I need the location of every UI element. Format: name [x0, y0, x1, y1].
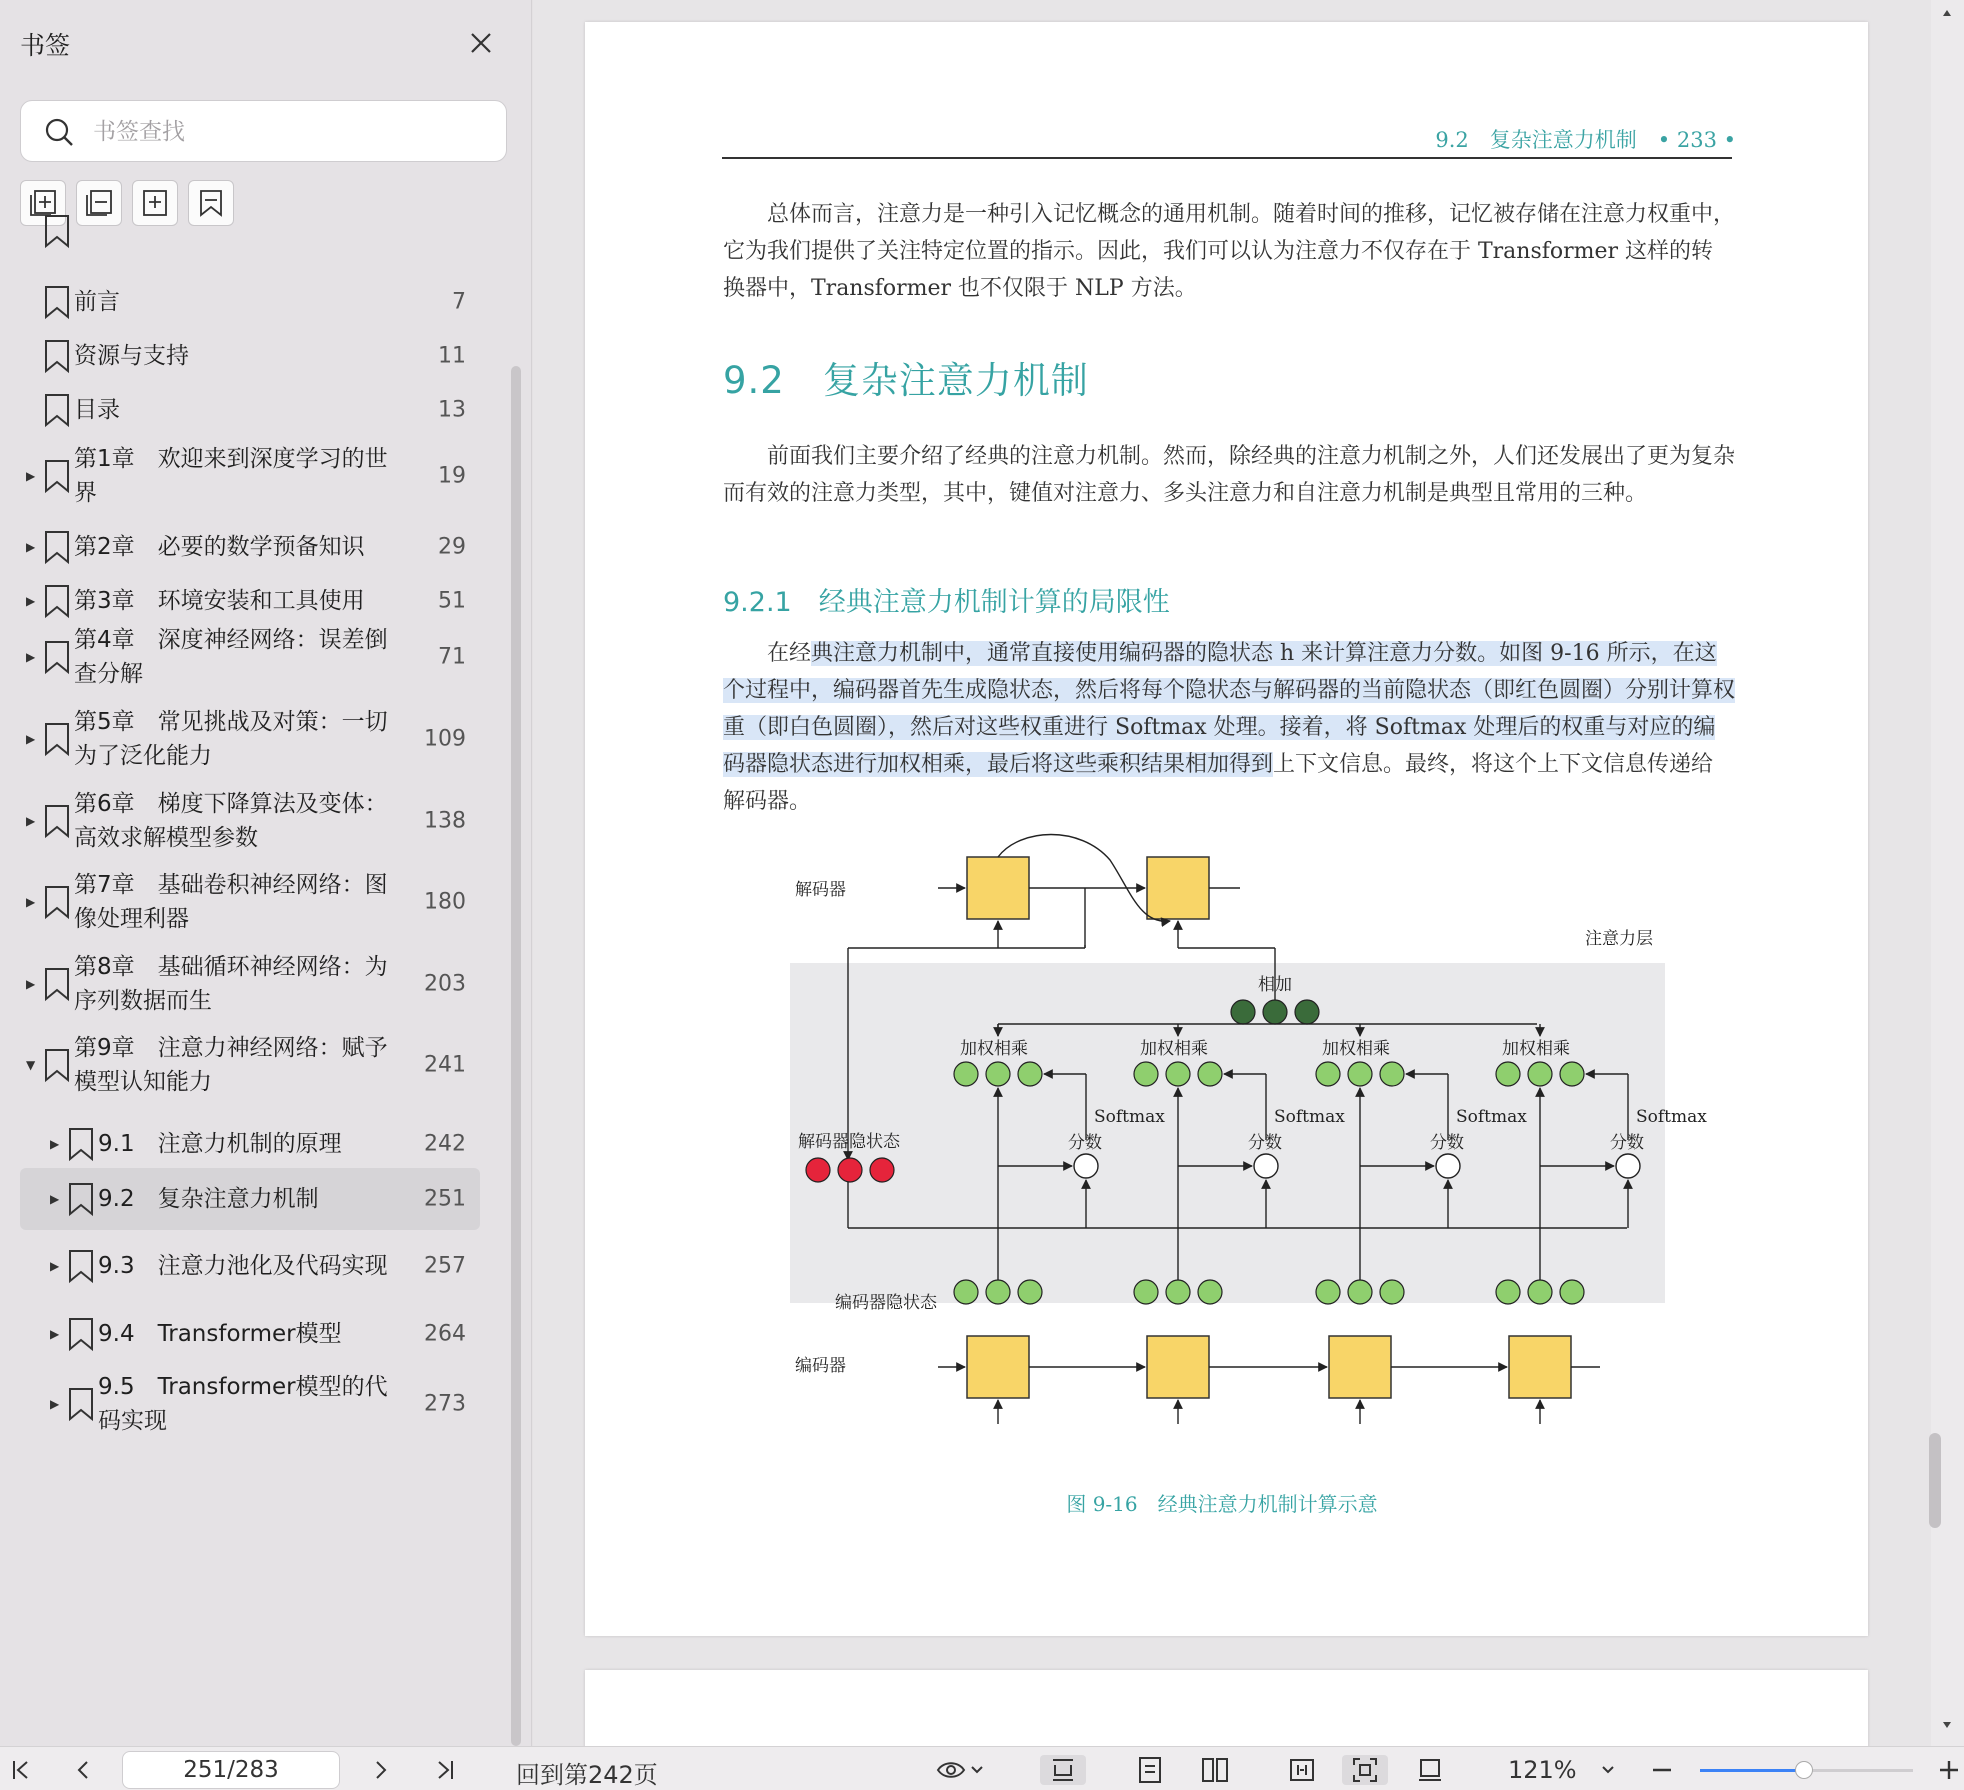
- sum-label: 相加: [1258, 975, 1292, 995]
- weighted-multiply-label: 加权相乘: [1140, 1039, 1208, 1059]
- encoder-block: [1509, 1336, 1571, 1398]
- scroll-up-icon[interactable]: [1931, 2, 1964, 22]
- text-run: 在经: [767, 641, 812, 666]
- expand-arrow-icon[interactable]: ▶: [26, 540, 36, 554]
- weighted-circle: [1018, 1062, 1042, 1086]
- two-page-icon: [1201, 1756, 1229, 1784]
- fit-page-button[interactable]: [1342, 1755, 1388, 1785]
- encoder-label: 编码器: [795, 1356, 846, 1376]
- encoder-block: [967, 1336, 1029, 1398]
- header-rule: [722, 157, 1732, 159]
- score-circle: [1436, 1154, 1460, 1178]
- eye-icon: [936, 1758, 970, 1782]
- encoder-hidden-circle: [1018, 1280, 1042, 1304]
- encoder-hidden-circle: [1134, 1280, 1158, 1304]
- score-label: 分数: [1068, 1133, 1102, 1153]
- score-label: 分数: [1610, 1133, 1644, 1153]
- weighted-circle: [1316, 1062, 1340, 1086]
- zoom-slider-handle[interactable]: [1795, 1761, 1813, 1779]
- expand-arrow-icon[interactable]: ▶: [26, 895, 36, 909]
- paragraph: 总体而言，注意力是一种引入记忆概念的通用机制。随着时间的推移，记忆被存储在注意力权重中，它为我们提供了关注特定位置的指示。因此，我们可以认为注意力不仅存在于 Transformer 这样的转换器中，Transformer 也不仅限于 NLP 方法。: [723, 202, 1736, 301]
- bookmark-icon: [44, 530, 70, 564]
- remove-bookmark-button[interactable]: [188, 180, 234, 226]
- bookmark-label: 资源与支持: [74, 343, 189, 369]
- text-selection[interactable]: 典注意力机制中，通常直接使用编码器的隐状态 h 来计算注意力分数。如图 9-16 所示，在这个过程中，编码器首先生成隐状态，然后将每个隐状态与解码器的当前隐状态（即红色圆圈）分别计算权重（即白色圆圈），然后对这些权重进行 Softmax 处理。接着，将 Softmax 处理后的权重与对应的编码器隐状态进行加权相乘，最后将这些乘积结果相加得到: [723, 641, 1736, 777]
- document-scroll-thumb[interactable]: [1929, 1433, 1941, 1528]
- bookmark-page-number: 11: [438, 343, 466, 369]
- weighted-multiply-label: 加权相乘: [960, 1039, 1028, 1059]
- bookmark-icon: [68, 1387, 94, 1421]
- close-icon[interactable]: [466, 28, 496, 58]
- encoder-hidden-circle: [1528, 1280, 1552, 1304]
- bookmark-page-number: 71: [438, 644, 466, 670]
- bookmark-icon: [68, 1182, 94, 1216]
- search-icon: [43, 116, 75, 148]
- weighted-circle: [1528, 1062, 1552, 1086]
- weighted-circle: [1560, 1062, 1584, 1086]
- actual-size-button[interactable]: [1410, 1755, 1450, 1785]
- scroll-down-icon[interactable]: [1931, 1716, 1964, 1736]
- chevron-down-icon: [1601, 1763, 1615, 1777]
- subsection-title: 9.2.1 经典注意力机制计算的局限性: [723, 587, 1170, 618]
- bottom-toolbar: [0, 1746, 1964, 1790]
- two-page-button[interactable]: [1195, 1755, 1235, 1785]
- bookmark-label: 第9章 注意力神经网络：赋予模型认知能力: [74, 1035, 388, 1095]
- expand-arrow-icon[interactable]: ▶: [26, 732, 36, 746]
- next-page-button[interactable]: [366, 1755, 396, 1785]
- zoom-out-button[interactable]: [1647, 1755, 1677, 1785]
- bookmark-tree: [0, 240, 510, 1746]
- encoder-hidden-circle: [1198, 1280, 1222, 1304]
- add-bookmark-button[interactable]: [132, 180, 178, 226]
- bookmark-icon: [44, 459, 70, 493]
- collapse-all-icon: [83, 187, 115, 219]
- bookmark-icon: [68, 1317, 94, 1351]
- weighted-circle: [1496, 1062, 1520, 1086]
- bookmark-page-number: 13: [438, 397, 466, 423]
- expand-arrow-icon[interactable]: ▶: [26, 469, 36, 483]
- bookmark-page-number: 109: [424, 726, 466, 752]
- bookmark-label: 目录: [74, 397, 120, 423]
- expand-arrow-icon[interactable]: ▶: [26, 977, 36, 991]
- bookmark-icon: [68, 1127, 94, 1161]
- score-label: 分数: [1248, 1133, 1282, 1153]
- bookmark-label: 第2章 必要的数学预备知识: [74, 534, 365, 560]
- text-run: 上下文信息。最终，将这个上下文信息传递给解码器。: [723, 752, 1714, 814]
- softmax-label: Softmax: [1274, 1107, 1345, 1127]
- weighted-circle: [1380, 1062, 1404, 1086]
- bookmark-outline-icon: [195, 187, 227, 219]
- bookmark-icon: [44, 640, 70, 674]
- softmax-label: Softmax: [1636, 1107, 1707, 1127]
- weighted-circle: [986, 1062, 1010, 1086]
- page-number-input[interactable]: [122, 1751, 340, 1789]
- bookmark-label: 第5章 常见挑战及对策：一切为了泛化能力: [74, 709, 388, 769]
- weighted-circle: [1134, 1062, 1158, 1086]
- bookmark-icon: [44, 393, 70, 427]
- encoder-hidden-circle: [986, 1280, 1010, 1304]
- bookmark-label: 9.3 注意力池化及代码实现: [98, 1253, 388, 1279]
- bookmark-page-number: 51: [438, 588, 466, 614]
- attention-figure: [780, 830, 1707, 1486]
- bookmark-search[interactable]: [20, 100, 507, 162]
- bookmark-sidebar: [0, 0, 532, 1746]
- score-circle: [1254, 1154, 1278, 1178]
- score-circle: [1616, 1154, 1640, 1178]
- expand-arrow-icon[interactable]: ▶: [50, 1259, 60, 1273]
- plus-icon: [1937, 1758, 1961, 1782]
- bookmark-item[interactable]: [20, 1114, 480, 1174]
- softmax-label: Softmax: [1094, 1107, 1165, 1127]
- bookmark-label: 9.4 Transformer模型: [98, 1321, 342, 1347]
- continuous-scroll-icon: [1049, 1756, 1077, 1784]
- bookmark-page-number: 7: [452, 289, 466, 315]
- weighted-circle: [1166, 1062, 1190, 1086]
- expand-arrow-icon[interactable]: ▶: [50, 1192, 60, 1206]
- bookmark-label: 9.2 复杂注意力机制: [98, 1186, 319, 1212]
- bookmark-label: 第3章 环境安装和工具使用: [74, 588, 365, 614]
- softmax-label: Softmax: [1456, 1107, 1527, 1127]
- bookmark-label: 9.5 Transformer模型的代码实现: [98, 1374, 388, 1434]
- continuous-scroll-button[interactable]: [1040, 1755, 1086, 1785]
- bookmark-page-number: 138: [424, 808, 466, 834]
- highlighted-paragraph[interactable]: [723, 635, 1735, 820]
- bookmark-label: 第7章 基础卷积神经网络：图像处理利器: [74, 872, 388, 932]
- encoder-hidden-circle: [1496, 1280, 1520, 1304]
- encoder-hidden-circle: [1348, 1280, 1372, 1304]
- decoder-hidden-circle: [870, 1158, 894, 1182]
- encoder-hidden-circle: [1166, 1280, 1190, 1304]
- bookmark-item[interactable]: [20, 428, 480, 524]
- bookmark-page-number: 242: [424, 1131, 466, 1157]
- score-circle: [1074, 1154, 1098, 1178]
- last-page-icon: [433, 1758, 457, 1782]
- encoder-hidden-label: 编码器隐状态: [835, 1293, 937, 1313]
- bookmark-icon: [44, 1048, 70, 1082]
- bookmark-label: 第6章 梯度下降算法及变体：高效求解模型参数: [74, 791, 388, 851]
- expand-arrow-icon[interactable]: ▶: [50, 1327, 60, 1341]
- fit-page-icon: [1351, 1756, 1379, 1784]
- bookmark-icon: [44, 804, 70, 838]
- bookmark-icon: [44, 285, 70, 319]
- sum-circle: [1295, 1000, 1319, 1024]
- bookmark-item[interactable]: [20, 1017, 480, 1113]
- bookmark-icon: [44, 967, 70, 1001]
- expand-arrow-icon[interactable]: ▶: [26, 650, 36, 664]
- bookmark-icon: [44, 339, 70, 373]
- sidebar-scrollbar[interactable]: [511, 366, 521, 1746]
- weighted-multiply-label: 加权相乘: [1502, 1039, 1570, 1059]
- bookmark-item[interactable]: [20, 517, 480, 577]
- decoder-hidden-circle: [838, 1158, 862, 1182]
- encoder-block: [1329, 1336, 1391, 1398]
- sum-circle: [1263, 1000, 1287, 1024]
- bookmark-page-number: 29: [438, 534, 466, 560]
- expand-arrow-icon[interactable]: ▶: [26, 814, 36, 828]
- expand-arrow-icon[interactable]: ▶: [50, 1137, 60, 1151]
- bookmark-label: 9.1 注意力机制的原理: [98, 1131, 342, 1157]
- sum-circle: [1231, 1000, 1255, 1024]
- bookmark-label: 第8章 基础循环神经网络：为序列数据而生: [74, 954, 388, 1014]
- back-to-page-link[interactable]: 回到第242页: [516, 1761, 658, 1789]
- zoom-level[interactable]: 121%: [1508, 1756, 1577, 1784]
- running-head: 9.2 复杂注意力机制 • 233 •: [1435, 128, 1736, 152]
- bookmark-page-number: 251: [424, 1186, 466, 1212]
- bookmark-icon: [44, 722, 70, 756]
- first-page-icon: [9, 1758, 33, 1782]
- prev-page-button[interactable]: [68, 1755, 98, 1785]
- add-bookmark-icon: [139, 187, 171, 219]
- attention-layer-label: 注意力层: [1585, 929, 1653, 949]
- weighted-circle: [1348, 1062, 1372, 1086]
- bookmark-item[interactable]: [20, 326, 480, 386]
- decoder-label: 解码器: [795, 880, 846, 900]
- figure-caption: 图 9-16 经典注意力机制计算示意: [1066, 1492, 1378, 1516]
- expand-arrow-icon[interactable]: ▶: [26, 594, 36, 608]
- bookmark-icon: [44, 885, 70, 919]
- encoder-hidden-circle: [1380, 1280, 1404, 1304]
- zoom-slider-fill: [1700, 1769, 1804, 1772]
- bookmark-page-number: 257: [424, 1253, 466, 1279]
- collapse-arrow-icon[interactable]: ▼: [26, 1058, 36, 1072]
- decoder-block: [967, 857, 1029, 919]
- single-page-icon: [1137, 1756, 1163, 1784]
- paragraph: 前面我们主要介绍了经典的注意力机制。然而，除经典的注意力机制之外，人们还发展出了更为复杂而有效的注意力类型，其中，键值对注意力、多头注意力和自注意力机制是典型且常用的三种。: [723, 444, 1736, 506]
- chevron-right-icon: [369, 1758, 393, 1782]
- bookmark-icon: [68, 1249, 94, 1283]
- chevron-left-icon: [71, 1758, 95, 1782]
- bookmark-item[interactable]: [20, 272, 480, 332]
- bookmark-label: 第1章 欢迎来到深度学习的世界: [74, 446, 388, 506]
- bookmark-page-number: 241: [424, 1052, 466, 1078]
- weighted-multiply-label: 加权相乘: [1322, 1039, 1390, 1059]
- fit-width-button[interactable]: [1282, 1755, 1322, 1785]
- collapse-all-button[interactable]: [76, 180, 122, 226]
- view-mode-dropdown[interactable]: [932, 1755, 988, 1785]
- bookmark-label: 第4章 深度神经网络：误差倒查分解: [74, 627, 388, 687]
- bookmark-page-number: 264: [424, 1321, 466, 1347]
- decoder-block: [1147, 857, 1209, 919]
- zoom-dropdown[interactable]: [1596, 1755, 1620, 1785]
- zoom-in-button[interactable]: [1936, 1755, 1962, 1785]
- encoder-hidden-circle: [1560, 1280, 1584, 1304]
- single-page-button[interactable]: [1130, 1755, 1170, 1785]
- first-page-button[interactable]: [6, 1755, 36, 1785]
- attention-layer-band: [790, 963, 1665, 1303]
- bookmark-page-number: 203: [424, 971, 466, 997]
- chevron-down-icon: [970, 1763, 984, 1777]
- bookmark-item[interactable]: [20, 1356, 480, 1452]
- expand-arrow-icon[interactable]: ▶: [50, 1397, 60, 1411]
- bookmark-page-number: 19: [438, 463, 466, 489]
- sidebar-title: 书签: [20, 31, 71, 60]
- last-page-button[interactable]: [430, 1755, 460, 1785]
- encoder-hidden-circle: [954, 1280, 978, 1304]
- minus-icon: [1650, 1758, 1674, 1782]
- bookmark-page-number: 273: [424, 1391, 466, 1417]
- decoder-hidden-circle: [806, 1158, 830, 1182]
- weighted-circle: [1198, 1062, 1222, 1086]
- bookmark-icon: [44, 240, 74, 264]
- section-title: 9.2 复杂注意力机制: [723, 359, 1089, 402]
- search-input[interactable]: [93, 113, 483, 151]
- actual-size-icon: [1416, 1756, 1444, 1784]
- bookmark-item[interactable]: [20, 1218, 480, 1314]
- score-label: 分数: [1430, 1133, 1464, 1153]
- weighted-circle: [954, 1062, 978, 1086]
- bookmark-label: 前言: [74, 289, 120, 315]
- bookmark-page-number: 180: [424, 889, 466, 915]
- bookmark-item[interactable]: [20, 1304, 480, 1364]
- encoder-block: [1147, 1336, 1209, 1398]
- encoder-hidden-circle: [1316, 1280, 1340, 1304]
- fit-width-icon: [1288, 1756, 1316, 1784]
- decoder-hidden-label: 解码器隐状态: [798, 1132, 900, 1152]
